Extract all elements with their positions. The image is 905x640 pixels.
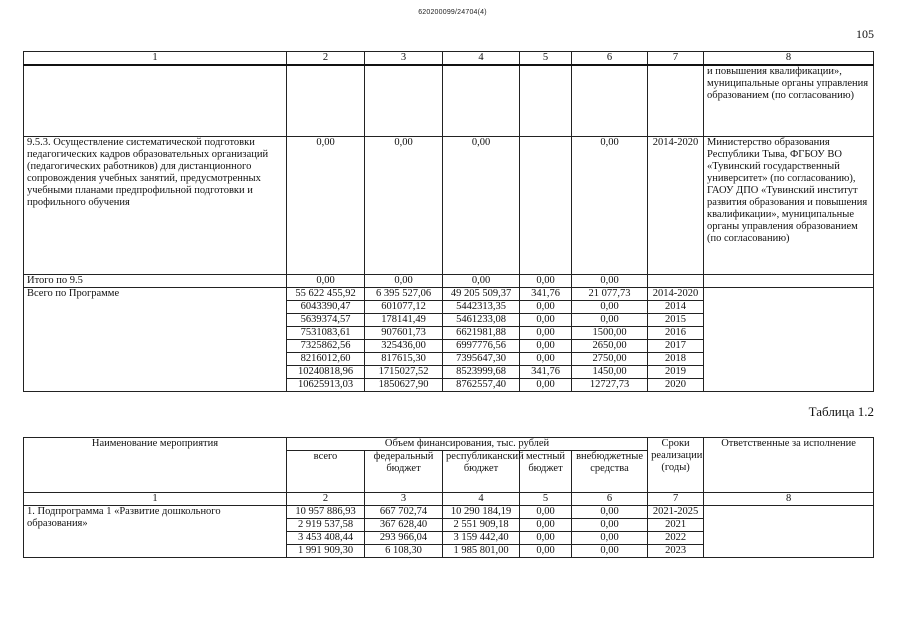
local-value [520,136,572,274]
col-number: 8 [704,52,874,66]
total-value: 6043390,47 [287,300,365,313]
document-id: 620200099/24704(4) [418,9,487,16]
header-total: всего [287,451,365,493]
total-value: 0,00 [287,136,365,274]
republic-value: 49 205 509,37 [443,287,520,300]
republic-value: 10 290 184,19 [443,506,520,519]
local-value: 0,00 [520,378,572,391]
extra-value: 21 077,73 [572,287,648,300]
republic-value: 0,00 [443,274,520,287]
header-republic: республиканский бюджет [443,451,520,493]
period-value: 2021 [648,519,704,532]
col-number: 4 [443,493,520,506]
col-number: 5 [520,52,572,66]
responsible: Министерство образования Республики Тыва, ФГБОУ ВО «Тувинский государственный университет» (по согласованию), ГАОУ ДПО «Тувинский институт развития образования и повышения квалификации», муниципальные органы управления образованием (по согласованию) [704,136,874,274]
local-value: 0,00 [520,274,572,287]
local-value: 0,00 [520,339,572,352]
period-value: 2018 [648,352,704,365]
extra-value: 2750,00 [572,352,648,365]
col-number: 3 [365,493,443,506]
col-number: 1 [24,52,287,66]
subprogram-block [24,506,874,558]
republic-value: 0,00 [443,136,520,274]
local-value: 0,00 [520,519,572,532]
page-number: 105 [856,27,874,41]
continuation-row [24,65,874,136]
federal-value: 6 395 527,06 [365,287,443,300]
period-value: 2023 [648,545,704,558]
republic-value: 6621981,88 [443,326,520,339]
subprogram-name: 1. Подпрограмма 1 «Развитие дошкольного образования» [24,506,287,558]
total-value: 10240818,96 [287,365,365,378]
federal-value: 367 628,40 [365,519,443,532]
col-number: 6 [572,52,648,66]
federal-value: 1715027,52 [365,365,443,378]
row-label: Итого по 9.5 [24,274,287,287]
col-number: 3 [365,52,443,66]
row-label: Всего по Программе [24,287,287,391]
col-number: 2 [287,52,365,66]
column-number-row [24,493,874,506]
period-value: 2014 [648,300,704,313]
local-value: 0,00 [520,532,572,545]
local-value: 341,76 [520,287,572,300]
period-value: 2014-2020 [648,136,704,274]
header-funding: Объем финансирования, тыс. рублей [287,438,648,451]
extra-value: 0,00 [572,300,648,313]
federal-value: 817615,30 [365,352,443,365]
table-row [24,506,874,519]
federal-value: 6 108,30 [365,545,443,558]
federal-value: 0,00 [365,136,443,274]
republic-value: 7395647,30 [443,352,520,365]
total-value: 7325862,56 [287,339,365,352]
federal-value: 325436,00 [365,339,443,352]
period-value: 2015 [648,313,704,326]
header-federal: федеральный бюджет [365,451,443,493]
federal-value: 667 702,74 [365,506,443,519]
subprogram-funding-table [23,437,874,558]
col-number: 4 [443,52,520,66]
republic-value: 1 985 801,00 [443,545,520,558]
header-period: Сроки реализации (годы) [648,438,704,493]
republic-value: 3 159 442,40 [443,532,520,545]
extra-value: 12727,73 [572,378,648,391]
program-funding-table [23,51,874,392]
header-responsible: Ответственные за исполнение [704,438,874,493]
extra-value: 0,00 [572,274,648,287]
col-number: 8 [704,493,874,506]
total-value: 2 919 537,58 [287,519,365,532]
total-value: 55 622 455,92 [287,287,365,300]
extra-value: 0,00 [572,136,648,274]
header-extra: внебюджетные средства [572,451,648,493]
total-value: 8216012,60 [287,352,365,365]
extra-value: 2650,00 [572,339,648,352]
local-value: 0,00 [520,545,572,558]
header-name: Наименование мероприятия [24,438,287,493]
table-row-total-9-5 [24,274,874,287]
total-value: 5639374,57 [287,313,365,326]
period-value: 2019 [648,365,704,378]
col-number: 2 [287,493,365,506]
period-value: 2017 [648,339,704,352]
period-value: 2022 [648,532,704,545]
period-value: 2016 [648,326,704,339]
federal-value: 178141,49 [365,313,443,326]
local-value: 0,00 [520,506,572,519]
period-value: 2014-2020 [648,287,704,300]
extra-value: 1450,00 [572,365,648,378]
header-row [24,438,874,451]
republic-value: 5461233,08 [443,313,520,326]
col-number: 6 [572,493,648,506]
total-value: 1 991 909,30 [287,545,365,558]
local-value: 341,76 [520,365,572,378]
extra-value: 0,00 [572,532,648,545]
total-value: 10 957 886,93 [287,506,365,519]
federal-value: 293 966,04 [365,532,443,545]
extra-value: 0,00 [572,506,648,519]
republic-value: 5442313,35 [443,300,520,313]
republic-value: 8523999,68 [443,365,520,378]
republic-value: 8762557,40 [443,378,520,391]
federal-value: 907601,73 [365,326,443,339]
table-caption: Таблица 1.2 [808,404,874,419]
total-value: 3 453 408,44 [287,532,365,545]
total-value: 7531083,61 [287,326,365,339]
program-total-block [24,287,874,391]
responsible-continuation: и повышения квалификации», муниципальные органы управления образованием (по согласованию) [704,65,874,136]
federal-value: 601077,12 [365,300,443,313]
extra-value: 0,00 [572,545,648,558]
federal-value: 0,00 [365,274,443,287]
local-value: 0,00 [520,326,572,339]
period-value: 2020 [648,378,704,391]
col-number: 7 [648,493,704,506]
extra-value: 0,00 [572,519,648,532]
total-value: 10625913,03 [287,378,365,391]
table-row-item-9-5-3 [24,136,874,274]
table-row [24,287,874,300]
local-value: 0,00 [520,300,572,313]
local-value: 0,00 [520,313,572,326]
col-number: 5 [520,493,572,506]
column-number-row [24,52,874,66]
activity-name: 9.5.3. Осуществление систематической подготовки педагогических кадров образовательных организаций (педагогических работников) для дистанционного сопровождения учебных занятий, предусмотренных учебными планами предпрофильной подготовки и профильного обучения [24,136,287,274]
total-value: 0,00 [287,274,365,287]
extra-value: 1500,00 [572,326,648,339]
local-value: 0,00 [520,352,572,365]
period-value: 2021-2025 [648,506,704,519]
col-number: 7 [648,52,704,66]
republic-value: 2 551 909,18 [443,519,520,532]
republic-value: 6997776,56 [443,339,520,352]
col-number: 1 [24,493,287,506]
federal-value: 1850627,90 [365,378,443,391]
header-local: местный бюджет [520,451,572,493]
extra-value: 0,00 [572,313,648,326]
